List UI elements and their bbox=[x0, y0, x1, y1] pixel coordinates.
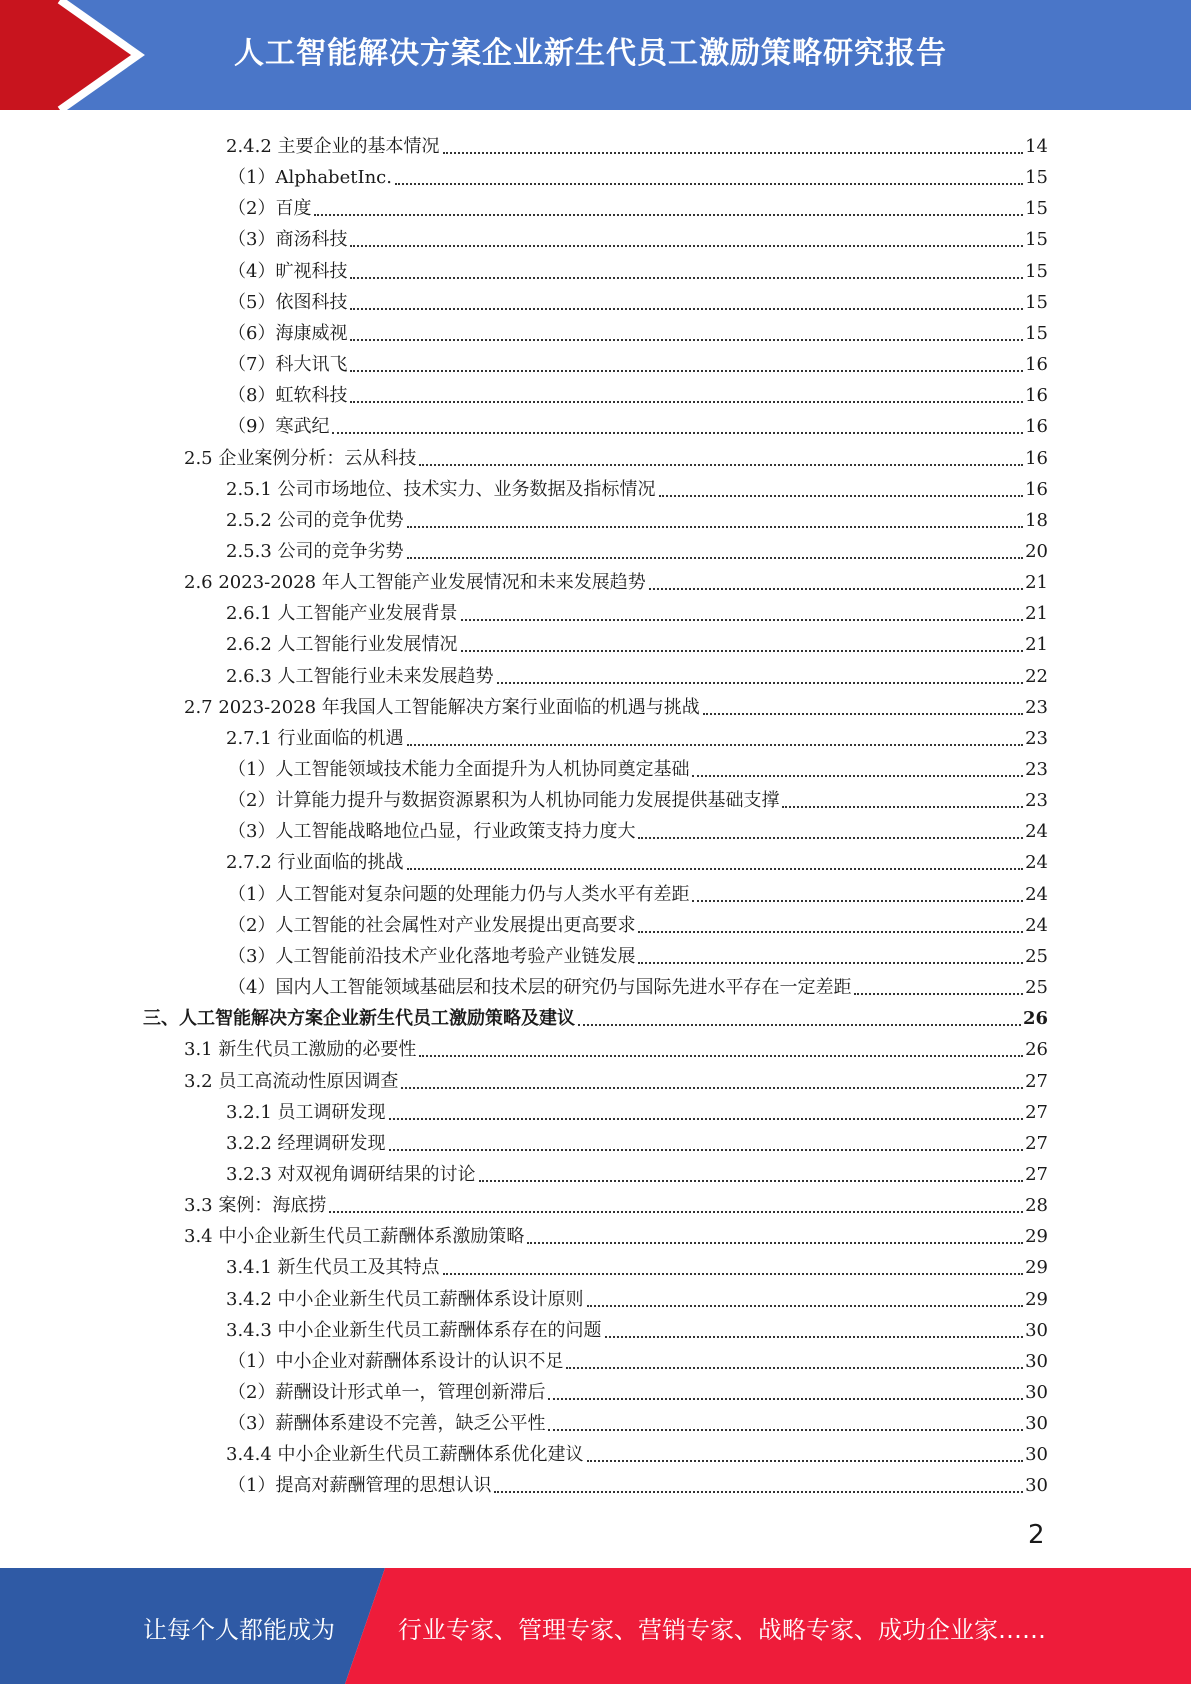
toc-entry[interactable] bbox=[228, 1467, 1048, 1497]
toc-entry[interactable] bbox=[184, 689, 1048, 719]
toc-entry-page: 30 bbox=[1025, 1475, 1048, 1497]
toc-entry-label: （1）人工智能领域技术能力全面提升为人机协同奠定基础 bbox=[228, 759, 690, 780]
toc-dot-leader bbox=[587, 1460, 1024, 1462]
toc-entry-label: 3.4.2 中小企业新生代员工薪酬体系设计原则 bbox=[226, 1288, 584, 1310]
footer-banner bbox=[0, 1568, 1191, 1684]
toc-entry-label: 3.3 案例：海底捞 bbox=[184, 1195, 327, 1217]
toc-entry-label: 2.4.2 主要企业的基本情况 bbox=[226, 136, 440, 157]
toc-entry[interactable] bbox=[184, 1187, 1048, 1217]
toc-entry-page: 22 bbox=[1025, 665, 1048, 687]
toc-dot-leader bbox=[659, 495, 1024, 497]
toc-entry-label: （2）百度 bbox=[228, 198, 312, 220]
toc-dot-leader bbox=[692, 900, 1023, 902]
toc-entry-page: 16 bbox=[1025, 416, 1048, 438]
footer-slogan-right: 行业专家、管理专家、营销专家、战略专家、成功企业家…… bbox=[398, 1616, 1046, 1644]
toc-entry[interactable] bbox=[228, 782, 1048, 812]
toc-dot-leader bbox=[395, 183, 1023, 185]
toc-entry-page: 23 bbox=[1025, 727, 1048, 749]
toc-dot-leader bbox=[461, 650, 1024, 652]
toc-entry-page: 30 bbox=[1025, 1319, 1048, 1341]
toc-entry-page: 25 bbox=[1025, 977, 1048, 999]
toc-entry-label: （3）薪酬体系建设不完善，缺乏公平性 bbox=[228, 1413, 546, 1435]
toc-entry[interactable] bbox=[184, 564, 1048, 594]
toc-entry[interactable] bbox=[228, 284, 1048, 314]
toc-entry-label: （1）提高对薪酬管理的思想认识 bbox=[228, 1475, 492, 1497]
toc-entry-page: 23 bbox=[1025, 696, 1048, 718]
toc-entry-label: （2）人工智能的社会属性对产业发展提出更高要求 bbox=[228, 914, 636, 936]
toc-entry-page: 27 bbox=[1025, 1070, 1048, 1092]
toc-entry-page: 16 bbox=[1025, 478, 1048, 500]
toc-entry-label: （3）人工智能战略地位凸显，行业政策支持力度大 bbox=[228, 821, 636, 843]
toc-entry-page: 15 bbox=[1025, 260, 1048, 282]
toc-entry-label: 3.4.4 中小企业新生代员工薪酬体系优化建议 bbox=[226, 1444, 584, 1466]
toc-entry-page: 30 bbox=[1025, 1413, 1048, 1435]
toc-entry-page: 18 bbox=[1025, 509, 1048, 531]
toc-entry[interactable] bbox=[184, 1063, 1048, 1093]
toc-entry[interactable] bbox=[226, 844, 1048, 874]
toc-entry-label: （2）薪酬设计形式单一，管理创新滞后 bbox=[228, 1382, 546, 1403]
toc-entry-label: （7）科大讯飞 bbox=[228, 354, 348, 376]
toc-dot-leader bbox=[578, 1024, 1021, 1026]
toc-entry[interactable] bbox=[184, 440, 1048, 470]
toc-entry-label: 2.5.1 公司市场地位、技术实力、业务数据及指标情况 bbox=[226, 478, 656, 500]
toc-dot-leader bbox=[350, 401, 1023, 403]
header-banner bbox=[0, 0, 1191, 110]
toc-entry-page: 28 bbox=[1025, 1195, 1048, 1217]
toc-entry-label: 3.4 中小企业新生代员工薪酬体系激励策略 bbox=[184, 1226, 525, 1248]
toc-dot-leader bbox=[566, 1367, 1023, 1369]
toc-entry-label: 2.6 2023-2028 年人工智能产业发展情况和未来发展趋势 bbox=[184, 572, 646, 594]
toc-entry-page: 21 bbox=[1025, 634, 1048, 656]
toc-entry-label: 三、人工智能解决方案企业新生代员工激励策略及建议 bbox=[143, 1008, 575, 1030]
toc-dot-leader bbox=[407, 557, 1024, 559]
toc-entry[interactable] bbox=[228, 969, 1048, 999]
toc-entry-label: 3.2.3 对双视角调研结果的讨论 bbox=[226, 1163, 476, 1185]
toc-entry-page: 24 bbox=[1025, 852, 1048, 874]
toc-entry[interactable] bbox=[228, 751, 1048, 781]
toc-entry-label: （5）依图科技 bbox=[228, 291, 348, 313]
toc-entry-page: 29 bbox=[1025, 1226, 1048, 1248]
toc-dot-leader bbox=[649, 588, 1023, 590]
toc-entry-page: 30 bbox=[1025, 1350, 1048, 1372]
toc-entry-page: 26 bbox=[1025, 1039, 1048, 1061]
toc-entry-label: 2.6.3 人工智能行业未来发展趋势 bbox=[226, 665, 494, 687]
toc-entry-label: （6）海康威视 bbox=[228, 322, 348, 344]
toc-dot-leader bbox=[350, 370, 1023, 372]
toc-entry[interactable] bbox=[228, 408, 1048, 438]
toc-entry-label: 2.5 企业案例分析：云从科技 bbox=[184, 447, 417, 469]
toc-dot-leader bbox=[703, 713, 1023, 715]
toc-entry-page: 26 bbox=[1022, 1008, 1048, 1030]
toc-entry[interactable] bbox=[228, 876, 1048, 906]
toc-entry[interactable] bbox=[226, 128, 1048, 158]
toc-entry-label: （4）旷视科技 bbox=[228, 260, 348, 282]
toc-entry[interactable] bbox=[226, 720, 1048, 750]
toc-dot-leader bbox=[407, 526, 1024, 528]
toc-entry-page: 15 bbox=[1025, 322, 1048, 344]
toc-dot-leader bbox=[389, 1118, 1024, 1120]
toc-dot-leader bbox=[407, 868, 1024, 870]
toc-entry[interactable] bbox=[226, 1281, 1048, 1311]
toc-entry[interactable] bbox=[226, 1094, 1048, 1124]
toc-dot-leader bbox=[443, 152, 1024, 154]
toc-entry-page: 27 bbox=[1025, 1132, 1048, 1154]
toc-entry[interactable] bbox=[226, 658, 1048, 688]
toc-entry-label: （8）虹软科技 bbox=[228, 385, 348, 407]
toc-dot-leader bbox=[350, 339, 1023, 341]
toc-entry-page: 23 bbox=[1025, 759, 1048, 780]
toc-entry-page: 25 bbox=[1025, 945, 1048, 967]
toc-entry-page: 23 bbox=[1025, 790, 1048, 812]
toc-entry[interactable] bbox=[228, 907, 1048, 937]
toc-entry-label: 3.4.3 中小企业新生代员工薪酬体系存在的问题 bbox=[226, 1319, 602, 1341]
toc-dot-leader bbox=[527, 1242, 1023, 1244]
toc-entry-label: （3）人工智能前沿技术产业化落地考验产业链发展 bbox=[228, 945, 636, 967]
toc-dot-leader bbox=[497, 682, 1024, 684]
toc-entry[interactable] bbox=[228, 1374, 1048, 1404]
toc-entry[interactable] bbox=[226, 471, 1048, 501]
toc-entry[interactable] bbox=[226, 1436, 1048, 1466]
toc-entry-page: 16 bbox=[1025, 385, 1048, 407]
toc-entry-page: 15 bbox=[1025, 198, 1048, 220]
toc-entry-page: 20 bbox=[1025, 540, 1048, 562]
toc-entry[interactable] bbox=[226, 1249, 1048, 1279]
footer-slogan-left: 让每个人都能成为 bbox=[143, 1616, 335, 1644]
toc-entry[interactable] bbox=[226, 595, 1048, 625]
toc-dot-leader bbox=[638, 837, 1023, 839]
toc-entry[interactable] bbox=[184, 1218, 1048, 1248]
toc-entry[interactable] bbox=[143, 1000, 1048, 1030]
toc-entry-page: 30 bbox=[1025, 1444, 1048, 1466]
toc-dot-leader bbox=[389, 1149, 1024, 1151]
toc-entry[interactable] bbox=[228, 190, 1048, 220]
toc-entry-page: 16 bbox=[1025, 447, 1048, 469]
toc-entry-label: （4）国内人工智能领域基础层和技术层的研究仍与国际先进水平存在一定差距 bbox=[228, 977, 852, 999]
toc-entry[interactable] bbox=[228, 813, 1048, 843]
toc-entry-label: 3.1 新生代员工激励的必要性 bbox=[184, 1039, 417, 1061]
toc-dot-leader bbox=[407, 744, 1024, 746]
toc-entry-label: （1）中小企业对薪酬体系设计的认识不足 bbox=[228, 1350, 564, 1372]
toc-dot-leader bbox=[782, 806, 1023, 808]
toc-entry-page: 15 bbox=[1025, 167, 1048, 189]
toc-entry-page: 29 bbox=[1025, 1257, 1048, 1279]
toc-entry-page: 24 bbox=[1025, 883, 1048, 905]
header-red-shape bbox=[0, 0, 138, 110]
toc-dot-leader bbox=[605, 1336, 1024, 1338]
toc-dot-leader bbox=[494, 1491, 1023, 1493]
toc-entry[interactable] bbox=[228, 938, 1048, 968]
toc-dot-leader bbox=[854, 993, 1023, 995]
toc-entry-page: 16 bbox=[1025, 354, 1048, 376]
toc-entry[interactable] bbox=[228, 1343, 1048, 1373]
toc-entry-page: 15 bbox=[1025, 291, 1048, 313]
toc-entry[interactable] bbox=[226, 1312, 1048, 1342]
toc-entry[interactable] bbox=[226, 1156, 1048, 1186]
toc-entry-label: （2）计算能力提升与数据资源累积为人机协同能力发展提供基础支撑 bbox=[228, 790, 780, 812]
toc-dot-leader bbox=[314, 214, 1023, 216]
toc-entry-page: 24 bbox=[1025, 821, 1048, 843]
toc-entry-page: 21 bbox=[1025, 572, 1048, 594]
toc-entry-label: 2.7.2 行业面临的挑战 bbox=[226, 852, 404, 874]
toc-entry-label: 2.6.1 人工智能产业发展背景 bbox=[226, 603, 458, 625]
toc-entry-page: 24 bbox=[1025, 914, 1048, 936]
toc-dot-leader bbox=[401, 1087, 1023, 1089]
toc-dot-leader bbox=[443, 1273, 1024, 1275]
toc-entry-label: 3.4.1 新生代员工及其特点 bbox=[226, 1257, 440, 1279]
toc-entry-page: 21 bbox=[1025, 603, 1048, 625]
toc-dot-leader bbox=[350, 277, 1023, 279]
toc-entry-page: 27 bbox=[1025, 1101, 1048, 1123]
toc-entry[interactable] bbox=[228, 377, 1048, 407]
toc-entry-label: （1）AlphabetInc. bbox=[228, 167, 392, 189]
toc-entry[interactable] bbox=[226, 1125, 1048, 1155]
toc-entry-page: 27 bbox=[1025, 1163, 1048, 1185]
toc-entry[interactable] bbox=[228, 221, 1048, 251]
toc-entry-page: 29 bbox=[1025, 1288, 1048, 1310]
toc-entry-label: 2.7 2023-2028 年我国人工智能解决方案行业面临的机遇与挑战 bbox=[184, 696, 700, 718]
toc-dot-leader bbox=[461, 619, 1024, 621]
toc-dot-leader bbox=[350, 308, 1023, 310]
toc-dot-leader bbox=[350, 245, 1023, 247]
toc-entry-label: （9）寒武纪 bbox=[228, 416, 330, 438]
toc-entry-label: 3.2 员工高流动性原因调查 bbox=[184, 1070, 399, 1092]
toc-dot-leader bbox=[479, 1180, 1024, 1182]
toc-dot-leader bbox=[548, 1398, 1023, 1400]
toc-dot-leader bbox=[638, 931, 1023, 933]
toc-entry[interactable] bbox=[228, 315, 1048, 345]
toc-entry[interactable] bbox=[226, 626, 1048, 656]
toc-entry[interactable] bbox=[226, 533, 1048, 563]
toc-dot-leader bbox=[419, 464, 1023, 466]
toc-entry-label: 2.6.2 人工智能行业发展情况 bbox=[226, 634, 458, 656]
report-title: 人工智能解决方案企业新生代员工激励策略研究报告 bbox=[234, 36, 947, 71]
toc-entry[interactable] bbox=[228, 346, 1048, 376]
toc-dot-leader bbox=[329, 1211, 1023, 1213]
page-number: 2 bbox=[1028, 1520, 1045, 1550]
toc-dot-leader bbox=[587, 1305, 1024, 1307]
toc-entry-label: 3.2.1 员工调研发现 bbox=[226, 1101, 386, 1123]
toc-dot-leader bbox=[332, 432, 1023, 434]
toc-entry-label: 3.2.2 经理调研发现 bbox=[226, 1132, 386, 1154]
toc-entry-label: （3）商汤科技 bbox=[228, 229, 348, 251]
toc-dot-leader bbox=[419, 1055, 1023, 1057]
toc-entry-label: 2.5.2 公司的竞争优势 bbox=[226, 509, 404, 531]
toc-entry-page: 30 bbox=[1025, 1382, 1048, 1403]
toc-entry[interactable] bbox=[226, 502, 1048, 532]
toc-entry-label: 2.5.3 公司的竞争劣势 bbox=[226, 540, 404, 562]
toc-entry-page: 14 bbox=[1025, 136, 1048, 157]
toc-entry-label: （1）人工智能对复杂问题的处理能力仍与人类水平有差距 bbox=[228, 883, 690, 905]
toc-entry[interactable] bbox=[184, 1031, 1048, 1061]
toc-dot-leader bbox=[638, 962, 1023, 964]
toc-dot-leader bbox=[692, 775, 1023, 777]
toc-entry-label: 2.7.1 行业面临的机遇 bbox=[226, 727, 404, 749]
toc-dot-leader bbox=[548, 1429, 1023, 1431]
toc-entry[interactable] bbox=[228, 159, 1048, 189]
toc-entry[interactable] bbox=[228, 253, 1048, 283]
toc-entry-page: 15 bbox=[1025, 229, 1048, 251]
toc-entry[interactable] bbox=[228, 1405, 1048, 1435]
